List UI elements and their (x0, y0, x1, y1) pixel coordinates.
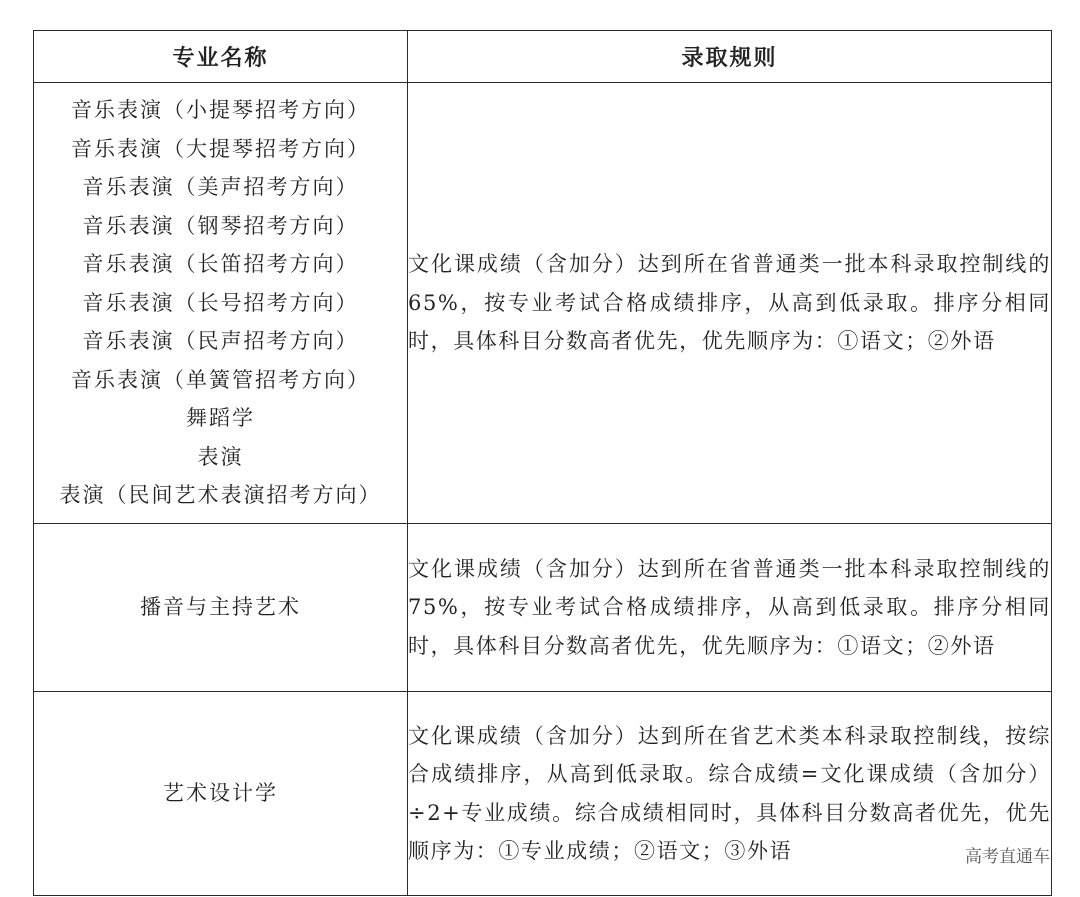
header-admission-rule: 录取规则 (408, 31, 1052, 83)
major-cell (34, 83, 408, 524)
watermark: 高考直通车 (965, 847, 1050, 867)
table-row (34, 524, 1052, 692)
major-name: 音乐表演（钢琴招考方向） (82, 213, 359, 238)
table-row (34, 692, 1052, 896)
major-name: 表演（民间艺术表演招考方向） (59, 483, 382, 508)
major-name: 音乐表演（民声招考方向） (82, 329, 359, 354)
table-row (34, 83, 1052, 524)
admission-rules-table (33, 30, 1052, 896)
rule-cell: 文化课成绩（含加分）达到所在省艺术类本科录取控制线，按综合成绩排序，从高到低录取。综合成绩=文化课成绩（含加分）÷2+专业成绩。综合成绩相同时，具体科目分数高者优先，优先顺序为：①专业成绩；②语文；③外语 (408, 692, 1052, 896)
major-name: 播音与主持艺术 (140, 595, 301, 620)
rule-cell: 文化课成绩（含加分）达到所在省普通类一批本科录取控制线的75%，按专业考试合格成绩排序，从高到低录取。排序分相同时，具体科目分数高者优先，优先顺序为：①语文；②外语 (408, 524, 1052, 692)
major-name: 舞蹈学 (186, 406, 255, 431)
major-name: 音乐表演（单簧管招考方向） (71, 367, 370, 392)
major-cell (34, 524, 408, 692)
rule-cell: 文化课成绩（含加分）达到所在省普通类一批本科录取控制线的65%，按专业考试合格成绩排序，从高到低录取。排序分相同时，具体科目分数高者优先，优先顺序为：①语文；②外语 (408, 83, 1052, 524)
major-name: 音乐表演（长号招考方向） (82, 290, 359, 315)
major-name: 音乐表演（长笛招考方向） (82, 252, 359, 277)
major-name: 艺术设计学 (163, 781, 278, 806)
major-name: 表演 (197, 444, 244, 469)
header-major-name: 专业名称 (34, 31, 408, 83)
major-name: 音乐表演（美声招考方向） (82, 175, 359, 200)
major-name: 音乐表演（小提琴招考方向） (71, 98, 370, 123)
major-name: 音乐表演（大提琴招考方向） (71, 136, 370, 161)
major-cell (34, 692, 408, 896)
table-header-row (34, 31, 1052, 83)
